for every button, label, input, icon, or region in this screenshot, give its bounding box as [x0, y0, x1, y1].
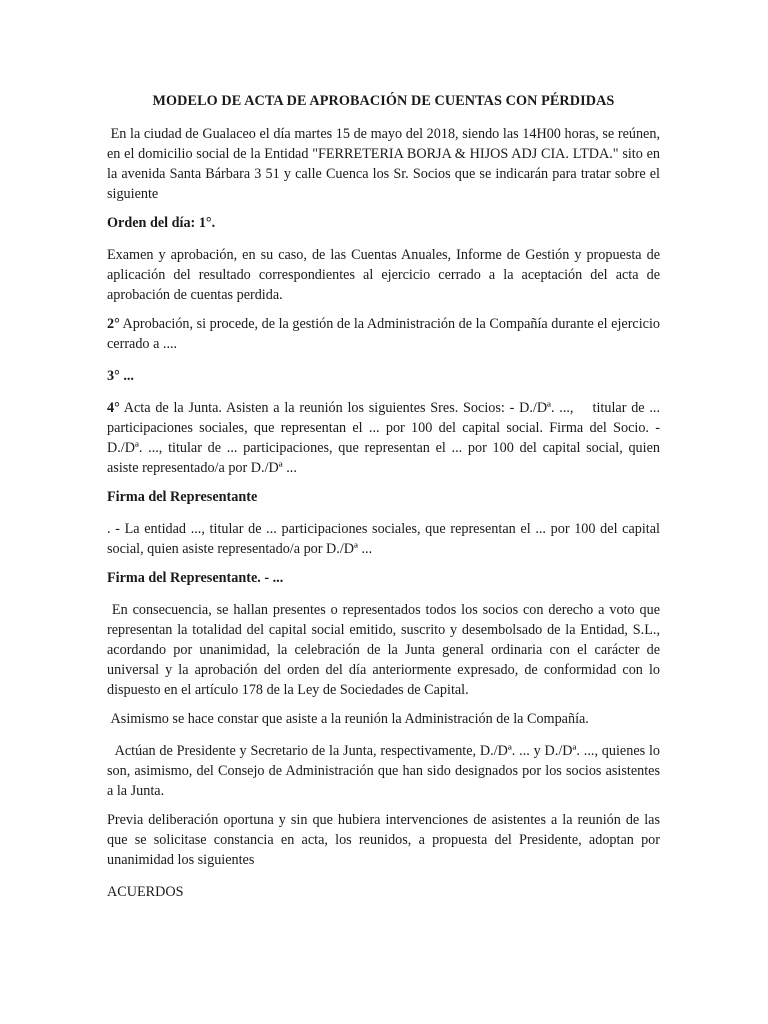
item-1-paragraph: Examen y aprobación, en su caso, de las Cuentas Anuales, Informe de Gestión y propuesta de aplicación del resultado correspondientes al ejercicio cerrado a la aceptación del acta de aprobación de cuentas perdida.: [107, 247, 660, 303]
consecuencia-paragraph: En consecuencia, se hallan presentes o representados todos los socios con derecho a voto que representan la totalidad del capital social emitido, suscrito y desembolsado de la Entidad, S.L., acordando por unanimidad, la celebración de la Junta general ordinaria con el carácter de universal y la aprobación del orden del día anteriormente expresado, de conformidad con lo dispuesto en el artículo 178 de la Ley de Sociedades de Capital.: [107, 602, 664, 698]
item-2-paragraph: [107, 314, 664, 354]
item-3-heading: 3° ...: [107, 368, 134, 384]
deliberacion-paragraph: Previa deliberación oportuna y sin que hubiera intervenciones de asistentes a la reunión de las que se solicitase constancia en acta, los reunidos, a propuesta del Presidente, adoptan por unanimidad los siguientes: [107, 812, 660, 868]
document-page: [107, 88, 664, 911]
firma-representante-heading: Firma del Representante: [107, 489, 258, 505]
document-title: MODELO DE ACTA DE APROBACIÓN DE CUENTAS CON PÉRDIDAS: [152, 93, 615, 109]
intro-paragraph: En la ciudad de Gualaceo el día martes 15 de mayo del 2018, siendo las 14H00 horas, se reúnen, en el domicilio social de la Entidad "FERRETERIA BORJA & HIJOS ADJ CIA. LTDA." sito en la avenida Santa Bárbara 3 51 y calle Cuenca los Sr. Socios que se indicarán para tratar sobre el siguiente: [107, 126, 664, 202]
entidad-paragraph: . - La entidad ..., titular de ... participaciones sociales, que representan el ... por 100 del capital social, quien asiste representado/a por D./Dª ...: [107, 521, 660, 557]
item-4-paragraph: [107, 398, 664, 478]
item-2-number: 2°: [107, 316, 120, 332]
item-4-number: 4°: [107, 400, 120, 416]
acuerdos-heading: ACUERDOS: [107, 884, 184, 900]
actuan-paragraph: Actúan de Presidente y Secretario de la Junta, respectivamente, D./Dª. ... y D./Dª. ..., quienes lo son, asimismo, del Consejo de Administración que han sido designados por los socios asistentes a la Junta.: [107, 743, 664, 799]
orden-del-dia-heading: Orden del día: 1°.: [107, 215, 216, 231]
asimismo-paragraph: Asimismo se hace constar que asiste a la reunión la Administración de la Compañía.: [107, 711, 589, 727]
firma-representante-2-heading: Firma del Representante. - ...: [107, 570, 284, 586]
item-4-text: Acta de la Junta. Asisten a la reunión los siguientes Sres. Socios: - D./Dª. ..., titular de ... participaciones sociales, que representan el ... por 100 del capital social. Firma del Socio. - D./Dª. ..., titular de ... participaciones, que representan el ... por 100 del capital social, quien asiste representado/a por D./Dª ...: [107, 400, 664, 476]
item-2-text: Aprobación, si procede, de la gestión de la Administración de la Compañía durante el ejercicio cerrado a ....: [107, 316, 664, 352]
